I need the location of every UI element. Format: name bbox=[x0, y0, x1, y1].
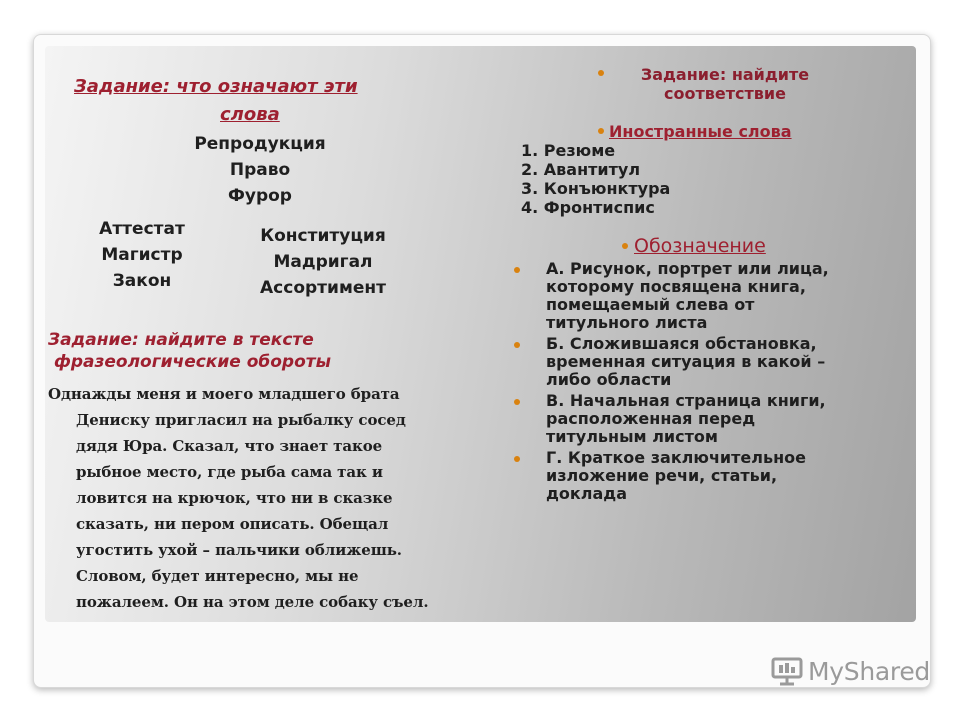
story-line: пожалеем. Он на этом деле собаку съел. bbox=[76, 593, 429, 611]
story-line: ловится на крючок, что ни в сказке bbox=[76, 489, 393, 507]
meaning-line: Б. Сложившаяся обстановка, bbox=[546, 334, 817, 353]
word-madrigal: Мадригал bbox=[273, 252, 373, 272]
meaning-line: расположенная перед bbox=[546, 409, 756, 428]
story-line: Словом, будет интересно, мы не bbox=[76, 567, 359, 585]
meaning-line: титульным листом bbox=[546, 427, 718, 446]
story-line: угостить ухой – пальчики оближешь. bbox=[76, 541, 402, 559]
story-line: рыбное место, где рыба сама так и bbox=[76, 463, 383, 481]
words-col2 bbox=[238, 223, 408, 301]
words-center bbox=[150, 131, 370, 209]
word-furor: Фурор bbox=[228, 186, 292, 206]
meanings-list bbox=[546, 260, 829, 503]
bullet-icon bbox=[598, 128, 604, 134]
foreign-item: 1. Резюме bbox=[521, 141, 616, 160]
story-line: Дениску пригласил на рыбалку сосед bbox=[76, 411, 406, 429]
meaning-line: временная ситуация в какой – bbox=[546, 352, 826, 371]
task2-title-line1: Задание: найдите в тексте bbox=[48, 330, 314, 350]
meaning-item bbox=[546, 260, 829, 332]
right-task-title bbox=[610, 65, 840, 103]
task1-title-line2: слова bbox=[220, 104, 280, 125]
meaning-item bbox=[546, 335, 829, 389]
bullet-icon bbox=[514, 399, 520, 405]
foreign-item: 4. Фронтиспис bbox=[521, 198, 655, 217]
bullet-icon bbox=[622, 243, 628, 249]
task2-title-line2: фразеологические обороты bbox=[54, 352, 331, 372]
word-zakon: Закон bbox=[112, 271, 172, 291]
foreign-item: 2. Авантитул bbox=[521, 160, 641, 179]
foreign-item: 3. Конъюнктура bbox=[521, 179, 671, 198]
words-col1 bbox=[72, 216, 212, 294]
word-attestat: Аттестат bbox=[99, 219, 185, 239]
meaning-item bbox=[546, 392, 829, 446]
word-pravo: Право bbox=[229, 160, 291, 180]
presentation-board-icon bbox=[770, 656, 804, 686]
foreign-list bbox=[521, 141, 670, 217]
bullet-icon bbox=[514, 267, 520, 273]
myshared-logo-text: MyShared bbox=[808, 656, 930, 686]
meaning-line: В. Начальная страница книги, bbox=[546, 391, 826, 410]
word-konstitutsiya: Конституция bbox=[260, 226, 386, 246]
story-text bbox=[48, 381, 428, 615]
meaning-header: Обозначение bbox=[634, 235, 766, 257]
word-reproduktsiya: Репродукция bbox=[194, 134, 326, 154]
bullet-icon bbox=[514, 456, 520, 462]
meaning-line: которому посвящена книга, bbox=[546, 277, 806, 296]
meaning-line: титульного листа bbox=[546, 313, 708, 332]
right-task-title-line1: Задание: найдите bbox=[640, 65, 810, 84]
meaning-line: А. Рисунок, портрет или лица, bbox=[546, 259, 829, 278]
foreign-header: Иностранные слова bbox=[609, 122, 792, 141]
story-line: Однажды меня и моего младшего брата bbox=[48, 385, 400, 403]
myshared-logo[interactable] bbox=[770, 656, 930, 686]
story-line: сказать, ни пером описать. Обещал bbox=[76, 515, 389, 533]
task1-title-line1: Задание: что означают эти bbox=[74, 76, 358, 97]
meaning-line: изложение речи, статьи, bbox=[546, 466, 778, 485]
meaning-line: либо области bbox=[546, 370, 672, 389]
meaning-item bbox=[546, 449, 829, 503]
meaning-line: доклада bbox=[546, 484, 628, 503]
word-assortiment: Ассортимент bbox=[260, 278, 386, 298]
bullet-icon bbox=[598, 70, 604, 76]
meaning-line: Г. Краткое заключительное bbox=[546, 448, 806, 467]
bullet-icon bbox=[514, 342, 520, 348]
word-magistr: Магистр bbox=[101, 245, 183, 265]
story-line: дядя Юра. Сказал, что знает такое bbox=[76, 437, 383, 455]
meaning-line: помещаемый слева от bbox=[546, 295, 755, 314]
right-task-title-line2: соответствие bbox=[664, 84, 786, 103]
